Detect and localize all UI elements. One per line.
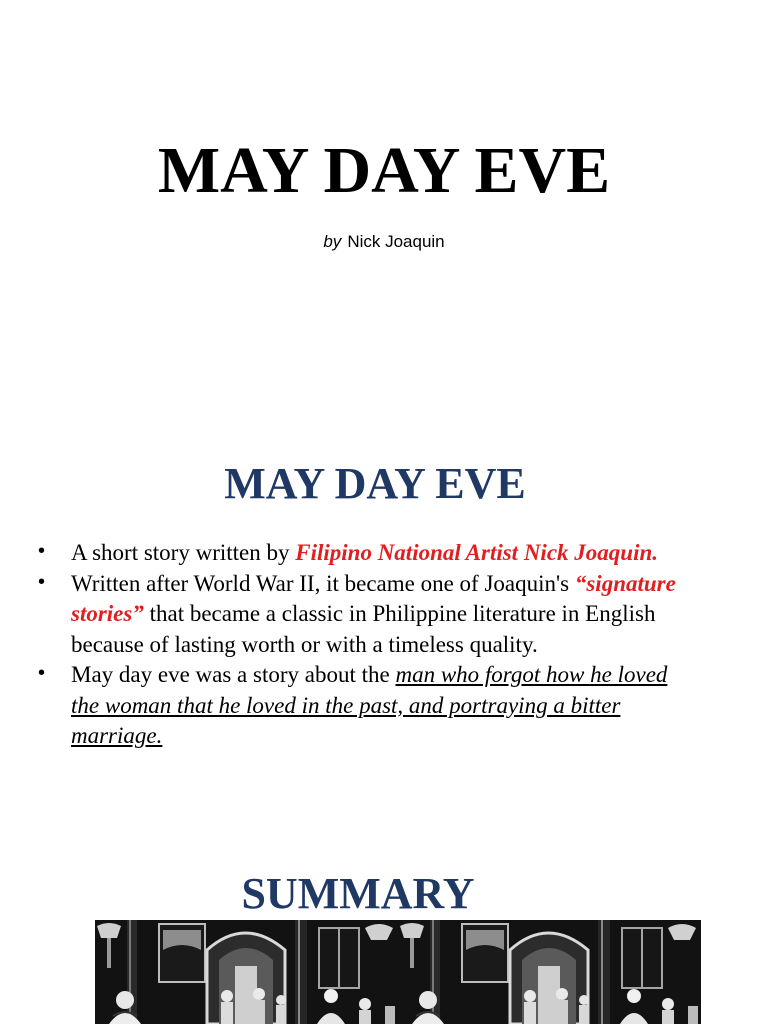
bullet-item bbox=[38, 569, 688, 661]
byline bbox=[0, 232, 768, 252]
illustration-icon bbox=[95, 920, 701, 1024]
intro-heading: MAY DAY EVE bbox=[224, 459, 526, 508]
bullet-text: Written after World War II, it became one of Joaquin's bbox=[71, 570, 575, 596]
bullet-text: May day eve was a story about the bbox=[71, 662, 396, 687]
bullet-list bbox=[38, 538, 688, 752]
by-label: by bbox=[323, 232, 342, 251]
bullet-icon: • bbox=[38, 662, 46, 684]
bullet-item bbox=[38, 538, 688, 569]
bullet-highlight: Filipino National Artist Nick Joaquin. bbox=[295, 540, 659, 565]
bullet-text: that became a classic in Philippine literature in English because of lasting worth or with a timeless quality. bbox=[71, 601, 656, 657]
title-slide bbox=[0, 0, 768, 420]
vintage-ballroom-illustration bbox=[95, 920, 701, 1024]
bullet-icon: • bbox=[38, 570, 46, 593]
page-title: MAY DAY EVE bbox=[157, 134, 611, 207]
bullet-text: A short story written by bbox=[71, 540, 296, 565]
bullet-underlined: man who forgot how he loved the woman that he loved in the past, and portraying a bitter marriage. bbox=[71, 662, 668, 748]
bullet-icon: • bbox=[38, 540, 46, 562]
summary-heading: SUMMARY bbox=[241, 869, 475, 918]
bullet-item bbox=[38, 660, 688, 752]
bullet-highlight: “signature stories” bbox=[71, 570, 676, 626]
intro-slide bbox=[0, 420, 768, 840]
summary-slide bbox=[0, 840, 768, 1024]
author-name: Nick Joaquin bbox=[347, 232, 445, 251]
